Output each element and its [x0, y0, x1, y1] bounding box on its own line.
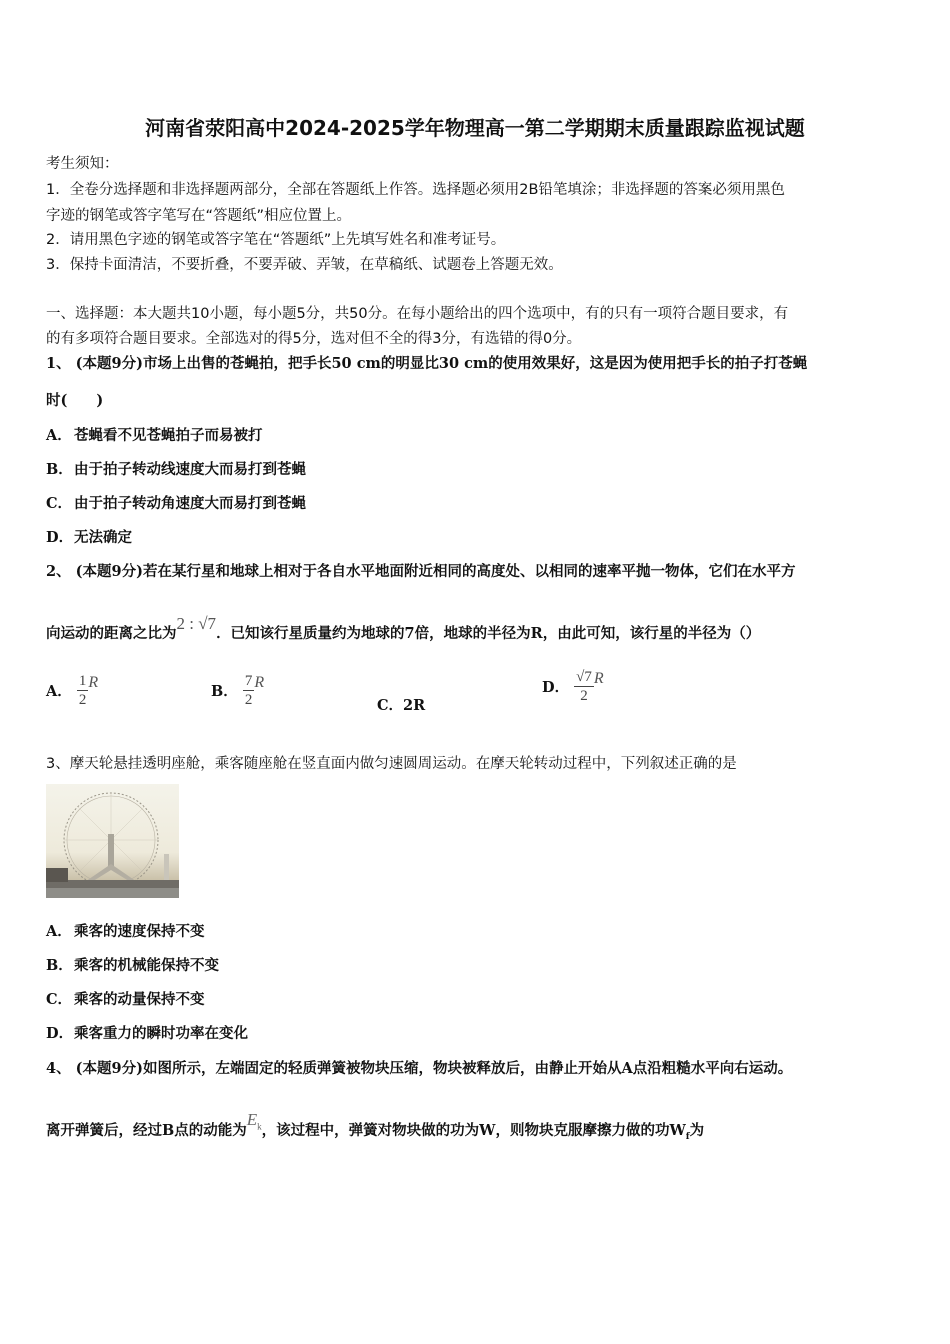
option-label: C．: [377, 697, 404, 714]
question-text-pre: 离开弹簧后，经过B点的动能为: [46, 1122, 247, 1139]
question-text: 摩天轮悬挂透明座舱，乘客随座舱在竖直面内做匀速圆周运动。在摩天轮转动过程中，下列叙述正确的是: [69, 756, 737, 772]
option-label: D．: [542, 679, 570, 696]
notice-heading: 考生须知：: [46, 156, 119, 172]
option-label: D．: [46, 1025, 74, 1042]
fraction: $\frac{√7}{2}$: [576, 669, 592, 704]
option-text: 无法确定: [74, 529, 132, 546]
question-3-option-c[interactable]: [46, 988, 205, 1009]
option-label: D．: [46, 529, 74, 546]
option-label: C．: [46, 991, 73, 1008]
ferris-wheel-image: [46, 784, 179, 898]
question-text-pre: 向运动的距离之比为: [46, 625, 177, 642]
question-number: 3、: [46, 756, 70, 772]
question-2-option-d[interactable]: [542, 668, 604, 705]
question-text-end: 为: [689, 1122, 705, 1139]
question-4-line2: [46, 1110, 705, 1142]
page-title: 河南省荥阳高中2024-2025学年物理高一第二学期期末质量跟踪监视试题: [145, 116, 805, 140]
question-1-option-b[interactable]: [46, 458, 306, 479]
question-text-post: ，该过程中，弹簧对物块做的功为W，则物块克服摩擦力做的功W: [261, 1122, 686, 1139]
option-label: A．: [46, 683, 72, 700]
friction-subscript: f: [685, 1131, 690, 1142]
option-text: 由于拍子转动线速度大而易打到苍蝇: [74, 461, 306, 478]
section-instructions-line1: 一、选择题：本大题共10小题，每小题5分，共50分。在每小题给出的四个选项中，有的只有一项符合题目要求，有: [46, 306, 789, 322]
option-label: A．: [46, 427, 72, 444]
kinetic-energy-symbol: $E_k$: [246, 1110, 262, 1132]
question-2-option-a[interactable]: [46, 672, 98, 709]
question-2-line1: [46, 560, 795, 581]
section-instructions-line2: 的有多项符合题目要求。全部选对的得5分，选对但不全的得3分，有选错的得0分。: [46, 331, 582, 347]
question-text-post: ．已知该行星质量约为地球的7倍，地球的半径为R，由此可知，该行星的半径为（）: [216, 625, 761, 642]
option-text: 乘客的机械能保持不变: [74, 957, 219, 974]
notice-item-1-cont: 字迹的钢笔或答字笔写在“答题纸”相应位置上。: [46, 208, 352, 224]
option-label: B．: [211, 683, 238, 700]
question-2-option-b[interactable]: [211, 672, 264, 709]
question-text: (本题9分)如图所示，左端固定的轻质弹簧被物块压缩，物块被释放后，由静止开始从A点沿粗糙水平向右运动。: [75, 1060, 793, 1077]
question-number: 2、: [46, 563, 71, 580]
ferris-wheel-illustration: [46, 784, 179, 898]
question-3-option-d[interactable]: [46, 1022, 248, 1043]
option-text: 乘客的速度保持不变: [74, 923, 205, 940]
option-text: 乘客的动量保持不变: [74, 991, 205, 1008]
question-number: 4、: [46, 1060, 71, 1077]
notice-item-1: 1．全卷分选择题和非选择题两部分，全部在答题纸上作答。选择题必须用2B铅笔填涂；非选择题的答案必须用黑色: [46, 182, 785, 198]
option-text: 由于拍子转动角速度大而易打到苍蝇: [74, 495, 306, 512]
question-1-option-d[interactable]: [46, 526, 132, 547]
radius-variable: R: [593, 669, 604, 687]
notice-item-2: 2．请用黑色字迹的钢笔或答字笔在“答题纸”上先填写姓名和准考证号。: [46, 232, 506, 248]
question-text: (本题9分)市场上出售的苍蝇拍，把手长50 cm的明显比30 cm的使用效果好，这是因为使用把手长的拍子打苍蝇: [75, 355, 808, 372]
radius-variable: R: [254, 673, 265, 691]
question-1-line1: [46, 352, 807, 373]
question-3-line1: [46, 752, 737, 773]
question-1-line2: 时( ): [46, 392, 104, 409]
notice-item-3: 3．保持卡面清洁，不要折叠，不要弄破、弄皱，在草稿纸、试题卷上答题无效。: [46, 257, 563, 273]
question-text: (本题9分)若在某行星和地球上相对于各自水平地面附近相同的高度处、以相同的速率平抛一物体，它们在水平方: [75, 563, 796, 580]
option-text: 2R: [403, 697, 426, 714]
question-number: 1、: [46, 355, 71, 372]
option-label: C．: [46, 495, 73, 512]
question-2-line2: [46, 614, 761, 643]
radius-variable: R: [88, 673, 99, 691]
option-label: B．: [46, 461, 73, 478]
question-4-line1: [46, 1057, 792, 1078]
ratio-math: 2 : √7: [176, 614, 217, 633]
fraction: $\frac{1}{2}$: [78, 673, 87, 708]
question-1-option-c[interactable]: [46, 492, 306, 513]
question-2-option-c[interactable]: [377, 694, 425, 715]
fraction: $\frac{7}{2}$: [244, 673, 253, 708]
option-label: A．: [46, 923, 72, 940]
question-3-option-b[interactable]: [46, 954, 219, 975]
option-text: 苍蝇看不见苍蝇拍子而易被打: [74, 427, 263, 444]
question-3-option-a[interactable]: [46, 920, 205, 941]
option-label: B．: [46, 957, 73, 974]
option-text: 乘客重力的瞬时功率在变化: [74, 1025, 248, 1042]
question-1-option-a[interactable]: [46, 424, 263, 445]
